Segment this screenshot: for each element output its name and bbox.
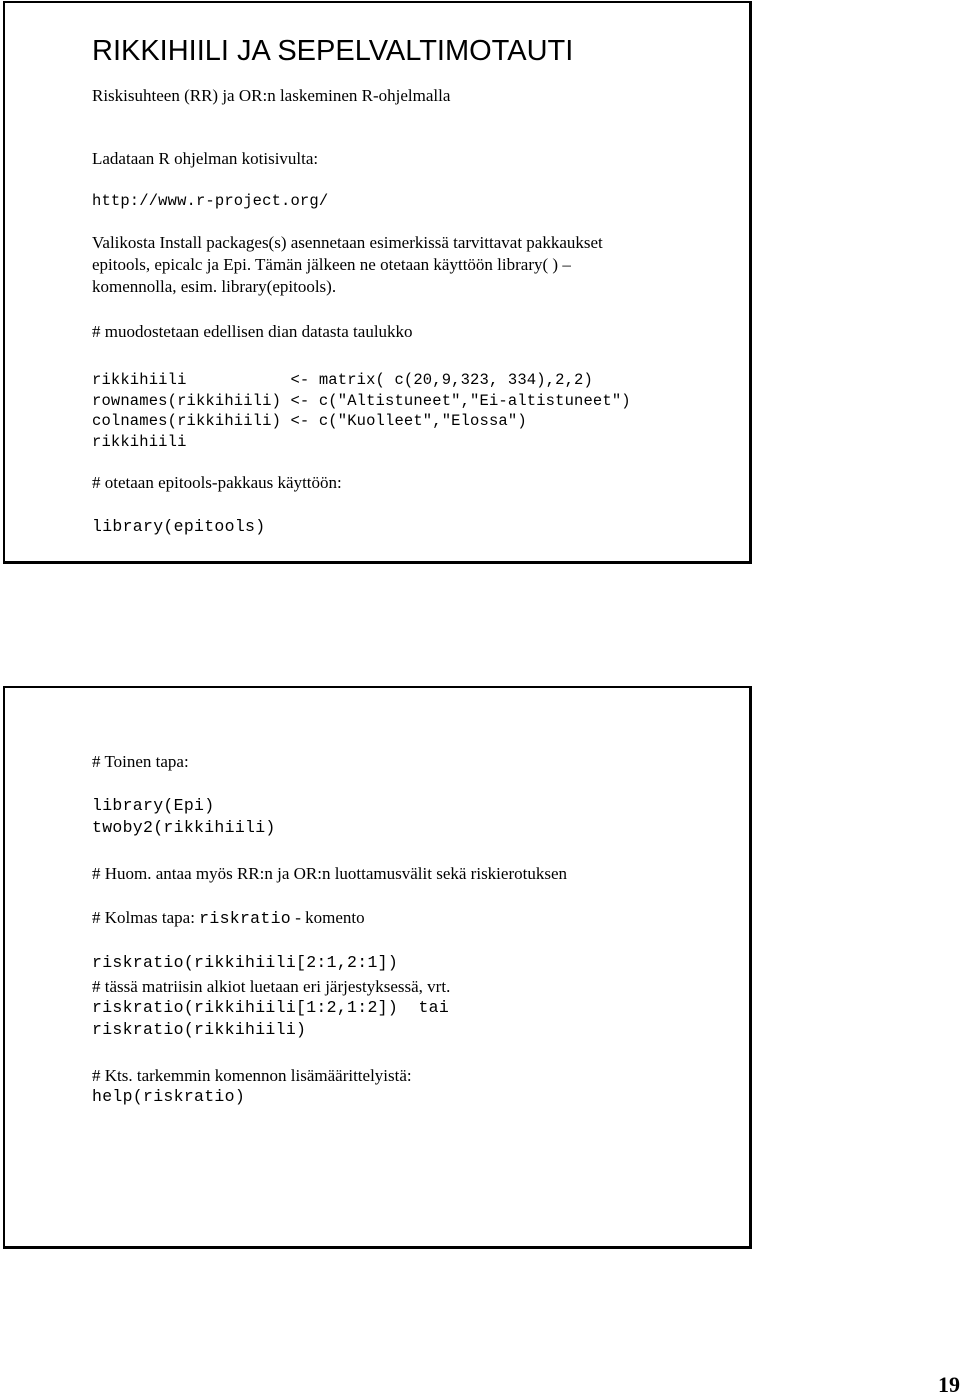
slide-subtitle: Riskisuhteen (RR) ja OR:n laskeminen R-ohjelmalla (92, 86, 451, 105)
code-help: help(riskratio) (92, 1087, 246, 1106)
code-riskratio-plain: riskratio(rikkihiili) (92, 1020, 307, 1039)
note-confidence-intervals: # Huom. antaa myös RR:n ja OR:n luottamusvälit sekä riskierotuksen (92, 864, 567, 883)
install-line-2: epitools, epicalc ja Epi. Tämän jälkeen ne otetaan käyttöön library( ) – (92, 255, 571, 274)
comment-second-way: # Toinen tapa: (92, 752, 189, 771)
slide-title: RIKKIHIILI JA SEPELVALTIMOTAUTI (92, 35, 574, 67)
page-number: 19 (938, 1372, 960, 1397)
code-riskratio-alt: riskratio(rikkihiili[1:2,1:2]) tai (92, 998, 450, 1017)
r-project-url: http://www.r-project.org/ (92, 192, 329, 210)
code-library-epitools: library(epitools) (92, 517, 266, 536)
third-way-code: riskratio (199, 909, 291, 928)
code-line-colnames: colnames(rikkihiili) <- c("Kuolleet","Elossa") (92, 412, 527, 430)
third-way-line (92, 907, 365, 930)
download-instruction: Ladataan R ohjelman kotisivulta: (92, 149, 319, 168)
code-line-matrix: rikkihiili <- matrix( c(20,9,323, 334),2,2) (92, 371, 593, 389)
third-way-suffix: - komento (291, 908, 365, 927)
install-line-3: komennolla, esim. library(epitools). (92, 277, 337, 296)
code-line-print: rikkihiili (92, 432, 187, 451)
third-way-prefix: # Kolmas tapa: (92, 908, 200, 927)
slide-1 (3, 1, 752, 564)
comment-load-epitools: # otetaan epitools-pakkaus käyttöön: (92, 473, 342, 492)
comment-build-table: # muodostetaan edellisen dian datasta taulukko (92, 322, 413, 341)
comment-help: # Kts. tarkemmin komennon lisämäärittelyistä: (92, 1066, 412, 1085)
slide-2 (3, 686, 752, 1249)
code-twoby2: twoby2(rikkihiili) (92, 818, 276, 837)
install-line-1: Valikosta Install packages(s) asennetaan esimerkissä tarvittavat pakkaukset (92, 233, 603, 252)
code-riskratio-reordered: riskratio(rikkihiili[2:1,2:1]) (92, 953, 399, 972)
comment-order-note: # tässä matriisin alkiot luetaan eri järjestyksessä, vrt. (92, 977, 451, 996)
code-line-rownames: rownames(rikkihiili) <- c("Altistuneet","Ei-altistuneet") (92, 391, 631, 410)
code-library-epi: library(Epi) (92, 796, 215, 815)
